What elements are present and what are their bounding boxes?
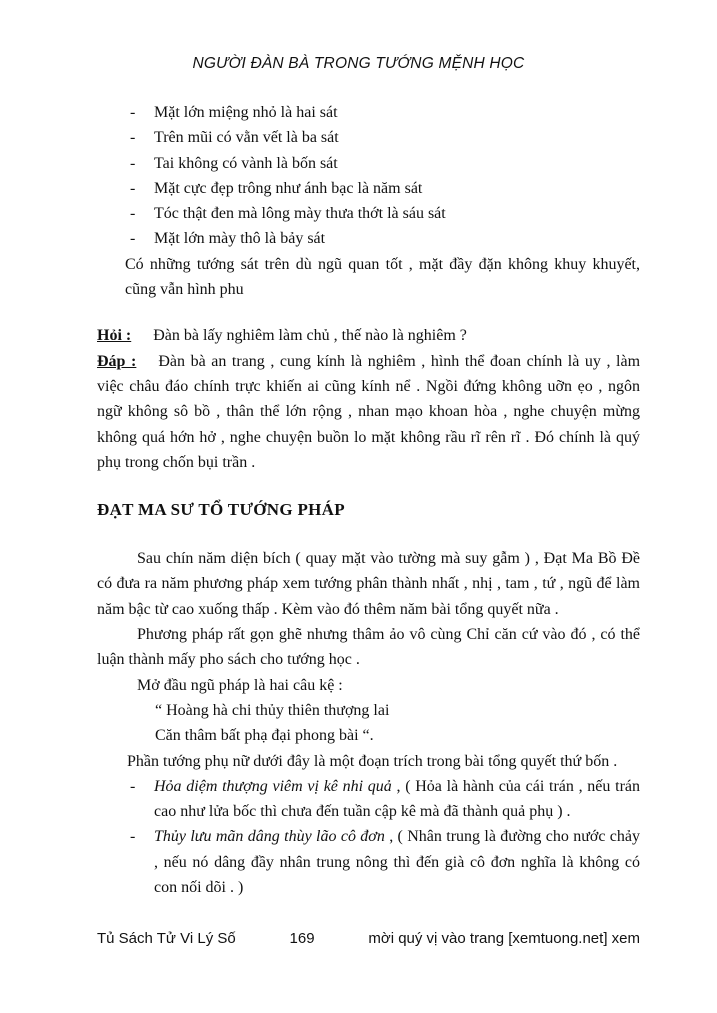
list-item — [130, 774, 640, 825]
question-answer-block — [97, 323, 640, 475]
section-paragraph-4: Phần tướng phụ nữ dưới đây là một đoạn trích trong bài tổng quyết thứ bốn . — [127, 752, 618, 770]
bullet-quote-italic: Hỏa diệm thượng viêm vị kê nhi quả — [154, 777, 392, 795]
answer-paragraph — [97, 349, 640, 475]
section-paragraph-3: Mở đầu ngũ pháp là hai câu kệ : — [137, 676, 343, 694]
list-item — [130, 176, 640, 201]
list-item-text: Mặt cực đẹp trông như ánh bạc là năm sát — [154, 179, 423, 197]
bullet-explanation: , ( Nhân trung là đường cho nước chảy , nếu nó dâng đầy nhân trung nông thì đến già cô đơn nghĩa là không có con nối dõi . ) — [154, 828, 641, 897]
verse-line-2: Căn thâm bất phạ đại phong bài “. — [155, 727, 374, 745]
list-item — [130, 100, 640, 125]
list-dash-marker: - — [130, 230, 136, 248]
page-footer — [97, 929, 640, 949]
page-content — [97, 0, 640, 900]
question-paragraph — [97, 323, 640, 348]
question-label: Hỏi : — [97, 327, 132, 345]
bullet-explanation: , ( Hỏa là hành của cái trán , nếu trán cao như lửa bốc thì chưa đến tuần cập kê mà đã thành quả phụ ) . — [154, 777, 640, 821]
section-heading: ĐẠT MA SƯ TỔ TƯỚNG PHÁP — [97, 500, 345, 520]
list-item-text: Tai không có vành là bốn sát — [154, 154, 338, 172]
quote-bullet-list — [97, 774, 640, 900]
page-title: NGƯỜI ĐÀN BÀ TRONG TƯỚNG MỆNH HỌC — [192, 55, 525, 72]
list-dash-marker: - — [130, 129, 136, 147]
footer-site-note: mời quý vị vào trang [xemtuong.net] xem — [368, 930, 640, 947]
answer-text: Đàn bà an trang , cung kính là nghiêm , hình thể đoan chính là uy , làm việc châu đáo chính trực khiến ai cũng kính nể . Ngồi đứng không uỡn ẹo , ngôn ngữ không sô bồ , thân thể lớn rộng , nhan mạo khoan hòa , nghe chuyện mừng không quá hớn hở , nghe chuyện buồn lo mặt không rầu rĩ rên rĩ . Đó chính là quý phụ trong chốn bụi trần . — [97, 352, 641, 471]
section-paragraph-1: Sau chín năm diện bích ( quay mặt vào tường mà suy gẫm ) , Đạt Ma Bồ Đề có đưa ra năm phương pháp xem tướng phân thành nhất , nhị , tam , tứ , ngũ để làm năm bậc từ cao xuống thấp . Kèm vào đó thêm năm bài tổng quyết nữa . — [97, 550, 640, 618]
list-dash-marker: - — [130, 154, 136, 172]
list-dash-marker: - — [130, 179, 136, 197]
list-item-text: Tóc thật đen mà lông mày thưa thớt là sáu sát — [154, 205, 446, 223]
list-dash-marker: - — [130, 828, 136, 846]
list-item-text: Mặt lớn mày thô là bảy sát — [154, 230, 326, 248]
sat-note-paragraph: Có những tướng sát trên dù ngũ quan tốt , mặt đầy đặn không khuy khuyết, cũng vẫn hình phu — [125, 255, 640, 299]
page-number: 169 — [289, 930, 315, 947]
list-item — [130, 824, 640, 900]
list-item-text: Mặt lớn miệng nhỏ là hai sát — [154, 104, 338, 121]
sat-list — [97, 100, 640, 252]
list-dash-marker: - — [130, 104, 136, 121]
list-item — [130, 201, 640, 226]
footer-series-title: Tủ Sách Tử Vi Lý Số — [97, 930, 236, 947]
list-dash-marker: - — [130, 205, 136, 223]
section-paragraph-2: Phương pháp rất gọn ghẽ nhưng thâm ảo vô cùng Chỉ căn cứ vào đó , có thể luận thành mấy pho sách cho tướng học . — [97, 626, 640, 669]
list-item — [130, 151, 640, 176]
question-text: Đàn bà lấy nghiêm làm chủ , thế nào là nghiêm ? — [153, 327, 467, 345]
bullet-quote-italic: Thủy lưu mãn dâng thùy lão cô đơn — [154, 828, 385, 846]
list-item — [130, 125, 640, 150]
list-item-text: Trên mũi có vằn vết là ba sát — [154, 129, 339, 147]
list-item — [130, 226, 640, 251]
bullet-text — [154, 824, 640, 900]
answer-label: Đáp : — [97, 352, 137, 370]
verse-line-1: “ Hoàng hà chi thủy thiên thượng lai — [155, 701, 390, 719]
bullet-text — [154, 774, 640, 825]
list-dash-marker: - — [130, 777, 136, 795]
